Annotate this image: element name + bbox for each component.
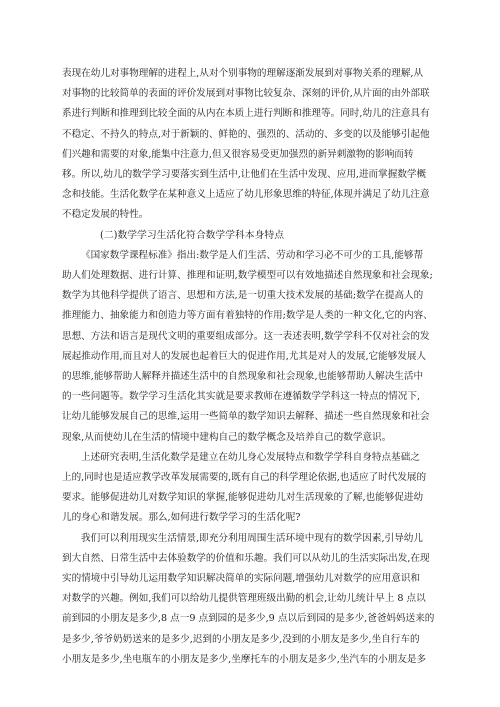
text-line: 实的情境中引导幼儿运用数学知识解决简单的实际问题,增强幼儿对数学的应用意识和 (62, 573, 421, 585)
section-heading: (二)数学学习生活化符合数学学科本身特点 (100, 229, 284, 241)
paragraph-1 (62, 64, 444, 226)
text-line: 助人们处理数据、进行计算、推理和证明,数学模型可以有效地描述自然现象和社会现象; (62, 270, 433, 282)
text-line: 小朋友是多少,坐电瓶车的小朋友是多少,坐摩托车的小朋友是多少,坐汽车的小朋友是多 (62, 653, 427, 665)
text-line: 念和技能。生活化数学在某种意义上适应了幼儿形象思维的特征,体现并满足了幼儿注意 (62, 189, 430, 201)
text-line: 对数学的兴趣。例如,我们可以给幼儿提供管理班级出勤的机会,让幼儿统计早上 8 点以 (62, 593, 426, 605)
text-line: 上的,同时也是适应教学改革发展需要的,既有自己的科学理论依据,也适应了时代发展的 (62, 472, 427, 484)
text-line: 现象,从而使幼儿在生活的情境中建构自己的数学概念及培养自己的数学意识。 (62, 431, 392, 443)
text-line: 上述研究表明,生活化数学是建立在幼儿身心发展特点和数学学科自身特点基础之 (81, 451, 420, 463)
text-line: 推理能力、抽象能力和创造力等方面有着独特的作用;数学是人类的一种文化,它的内容、 (62, 310, 433, 322)
paragraph-4 (62, 529, 444, 670)
text-line: 不稳定、不持久的特点,对于新颖的、鲜艳的、强烈的、活动的、多变的以及能够引起他 (62, 128, 430, 140)
text-line: 让幼儿能够发展自己的思维,运用一些简单的数学知识去解释、描述一些自然现象和社会 (62, 411, 430, 423)
text-line: 展起推动作用,而且对人的发展也起着巨大的促进作用,尤其是对人的发展,它能够发展人 (62, 350, 427, 362)
text-line: 思想、方法和语言是现代文明的重要组成部分。这一表述表明,数学学科不仅对社会的发 (62, 330, 430, 342)
text-line: 儿的身心和谐发展。那么,如何进行数学学习的生活化呢? (62, 512, 301, 524)
text-line: 前到园的小朋友是多少,8 点一9 点到园的是多少,9 点以后到园的是多少,爸爸妈妈送来的 (62, 613, 435, 625)
paragraph-2 (62, 246, 444, 448)
paragraph-3 (62, 448, 444, 529)
text-line: 不稳定发展的特性。 (62, 209, 149, 221)
text-line: 移。所以,幼儿的数学学习要落实到生活中,让他们在生活中发现、应用,进而掌握数学概 (62, 169, 427, 181)
text-line: 是多少,爷爷奶奶送来的是多少,迟到的小朋友是多少,没到的小朋友是多少,坐自行车的 (62, 633, 420, 645)
text-line: 要求。能够促进幼儿对数学知识的掌握,能够促进幼儿对生活现象的了解,也能够促进幼 (62, 492, 424, 504)
text-line: 到大自然、日常生活中去体验数学的价值和乐趣。我们可以从幼儿的生活实际出发,在现 (62, 552, 430, 564)
text-line: 表现在幼儿对事物理解的进程上,从对个别事物的理解逐渐发展到对事物关系的理解,从 (62, 68, 424, 79)
text-line: 的思维,能够帮助人解释并描述生活中的自然现象和社会现象,也能够帮助人解决生活中 (62, 371, 424, 383)
text-line: 系进行判断和推理到比较全面的从内在本质上进行判断和推理等。同时,幼儿的注意具有 (62, 108, 430, 120)
text-line: 《国家数学课程标准》指出:数学是人们生活、劳动和学习必不可少的工具,能够帮 (81, 249, 424, 261)
text-line: 数学为其他科学提供了语言、思想和方法,是一切重大技术发展的基础;数学在提高人的 (62, 290, 424, 302)
text-line: 的一些问题等。数学学习生活化其实就是要求教师在遵循数学学科这一特点的情况下, (62, 391, 421, 403)
text-line: 对事物的比较简单的表面的评价发展到对事物比较复杂、深刻的评价,从片面的由外部联 (62, 88, 430, 100)
text-line: 我们可以利用现实生活情景,即充分利用周围生活环境中现有的数学因素,引导幼儿 (81, 532, 423, 544)
text-line: 们兴趣和需要的对象,能集中注意力,但又很容易受更加强烈的新异刺激物的影响而转 (62, 148, 414, 160)
